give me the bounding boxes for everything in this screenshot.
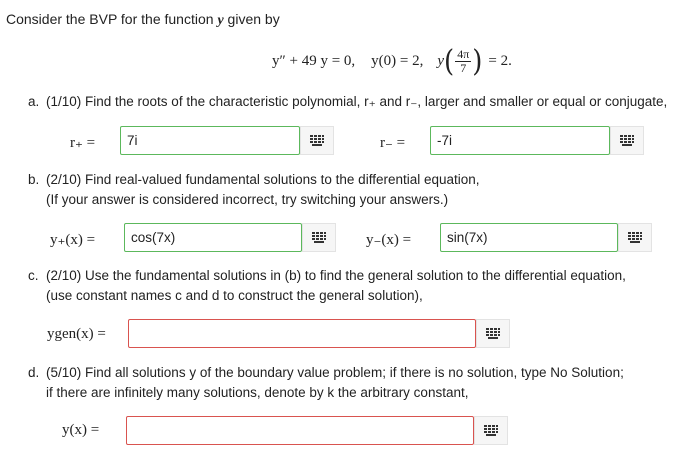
part-d-question: d. (5/10) Find all solutions y of the boundary value problem; if there is no solution, type No Solution; if there are infinitely many solutions, denote by k the arbitrary constant, <box>28 365 624 400</box>
r-minus-input[interactable]: -7i <box>430 126 610 155</box>
boundary-condition-2-rhs: = 2. <box>488 53 512 69</box>
r-plus-label: r₊ = <box>70 135 96 151</box>
part-c-question: c. (2/10) Use the fundamental solutions in (b) to find the general solution to the differential equation, (use constant names c and d to construct the general solution), <box>28 268 626 303</box>
keyboard-grid-icon[interactable] <box>474 416 508 445</box>
boundary-condition-1: y(0) = 2, <box>371 53 424 69</box>
keyboard-grid-icon[interactable] <box>302 223 336 252</box>
keyboard-grid-icon[interactable] <box>610 126 644 155</box>
general-solution-input[interactable] <box>128 319 476 348</box>
r-plus-input[interactable]: 7i <box>120 126 300 155</box>
bvp-equation: y″ + 49 y = 0, y(0) = 2, y ( $\frac{4\pi}{7}$ ) = 2. <box>272 44 512 79</box>
ode-equation: y″ + 49 y = 0, <box>272 53 356 69</box>
y-minus-label: y₋(x) = <box>366 232 412 248</box>
y-solution-label: y(x) = <box>62 422 100 438</box>
keyboard-grid-icon[interactable] <box>476 319 510 348</box>
part-b-question: b. (2/10) Find real-valued fundamental solutions to the differential equation, (If your answer is considered incorrect, try switching your answers.) <box>28 172 480 207</box>
problem-intro: Consider the BVP for the function y given by <box>6 11 280 28</box>
boundary-condition-2-func: y <box>437 53 445 69</box>
y-gen-label: ygen(x) = <box>47 326 106 342</box>
y-plus-input[interactable]: cos(7x) <box>124 223 302 252</box>
bvp-solution-input[interactable] <box>126 416 474 445</box>
keyboard-grid-icon[interactable] <box>618 223 652 252</box>
r-minus-label: r₋ = <box>380 135 406 151</box>
y-plus-label: y₊(x) = <box>50 232 96 248</box>
y-minus-input[interactable]: sin(7x) <box>440 223 618 252</box>
boundary-condition-2-fraction: $\frac{4\pi}{7}$ <box>457 47 470 75</box>
part-a-question: a. (1/10) Find the roots of the characteristic polynomial, r₊ and r₋, larger and smaller or equal or conjugate, <box>28 94 668 109</box>
keyboard-grid-icon[interactable] <box>300 126 334 155</box>
